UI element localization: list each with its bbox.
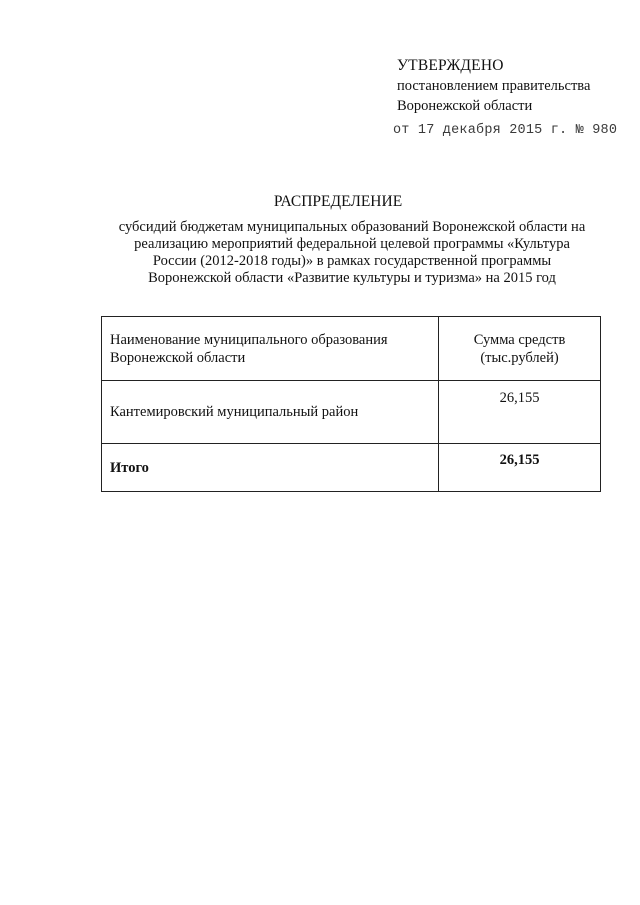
subtitle-line: субсидий бюджетам муниципальных образований Воронежской области на <box>118 219 586 235</box>
subtitle-line: реализацию мероприятий федеральной целевой программы «Культура <box>134 236 570 252</box>
distribution-table <box>101 316 601 492</box>
subtitle-line: Воронежской области «Развитие культуры и туризма» на 2015 год <box>148 270 556 286</box>
document-subtitle <box>112 219 592 287</box>
header-sum-line: (тыс.рублей) <box>480 349 559 366</box>
subtitle-line: России (2012-2018 годы)» в рамках государственной программы <box>152 253 552 269</box>
approval-line-1: постановлением правительства <box>397 78 591 94</box>
approved-heading: УТВЕРЖДЕНО <box>397 57 504 74</box>
approval-date-number: от 17 декабря 2015 г. № 980 <box>393 123 618 138</box>
table-header-row <box>102 317 601 381</box>
document-title: РАСПРЕДЕЛЕНИЕ <box>273 193 403 210</box>
row-sum-cell: 26,155 <box>439 381 601 444</box>
header-sum-cell <box>439 317 601 381</box>
header-sum-line: Сумма средств <box>473 331 566 348</box>
table-row <box>102 381 601 444</box>
approval-block <box>393 56 627 141</box>
header-name-line: Наименование муниципального образования <box>110 331 388 348</box>
total-label-cell: Итого <box>102 444 439 492</box>
row-name-cell: Кантемировский муниципальный район <box>102 381 439 444</box>
table-total-row <box>102 444 601 492</box>
total-sum-cell: 26,155 <box>439 444 601 492</box>
approval-line-2: Воронежской области <box>397 98 533 114</box>
header-name-cell <box>102 317 439 381</box>
header-name-line: Воронежской области <box>110 349 246 366</box>
